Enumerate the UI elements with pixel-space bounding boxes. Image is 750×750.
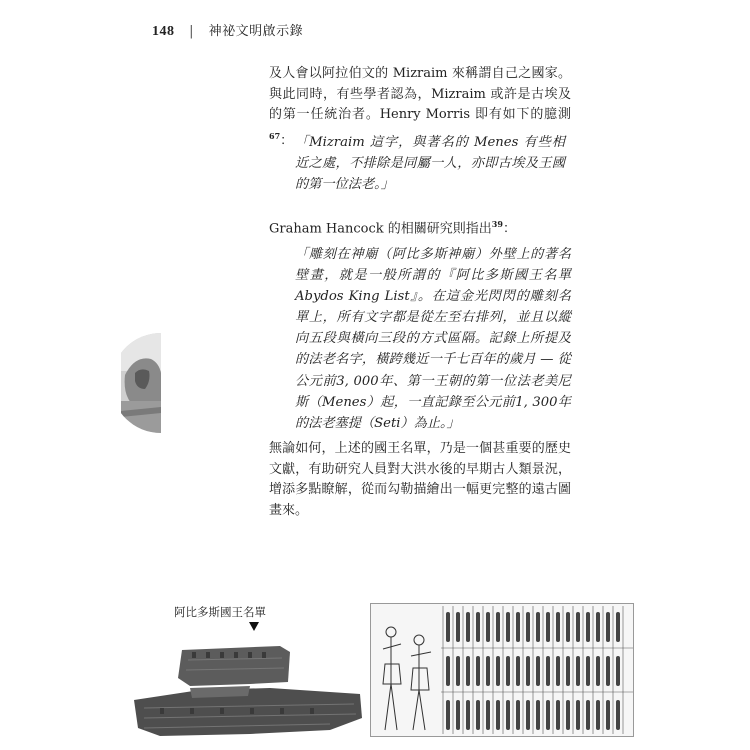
paragraph-3: 無論如何，上述的國王名單，乃是一個甚重要的歷史文獻，有助研究人員對大洪水後的早期古人類景況，增添多點瞭解，從而勾勒描繪出一幅更完整的遠古圖畫來。 bbox=[269, 441, 571, 518]
running-header bbox=[152, 20, 303, 40]
paragraph-2-colon: ： bbox=[502, 221, 516, 237]
king-list-stone-photo bbox=[130, 638, 365, 738]
footnote-ref-39[interactable]: 39 bbox=[491, 219, 503, 229]
paragraph-2 bbox=[269, 214, 571, 240]
quote-morris: 「Mizraim 這字，與著名的 Menes 有些相近之處，不排除是同屬一人，亦即古埃及王國的第一位法老。」 bbox=[295, 135, 565, 192]
sphinx-photo bbox=[121, 333, 161, 433]
header-separator: | bbox=[189, 24, 195, 39]
figure-caption: 阿比多斯國王名單 bbox=[174, 605, 266, 619]
book-title: 神祕文明啟示錄 bbox=[208, 24, 304, 39]
paragraph-2-text: Graham Hancock 的相關研究則指出 bbox=[269, 221, 492, 237]
quote-hancock: 「雕刻在神廟（阿比多斯神廟）外壁上的著名壁畫，就是一般所謂的『阿比多斯國王名單 Abydos King List』。在這金光閃閃的雕刻名單上，所有文字都是從左至右排列，並且以縱向五段與橫向三段的方式區隔。記錄上所提及的法老名字，橫跨幾近一千七百年的歲月 — 從公元前3, 000年、第一王朝的第一位法老美尼斯（Menes）起，一直記錄至公元前1, 300年的法老塞提（Seti）為止。」 bbox=[295, 247, 571, 431]
abydos-relief-drawing bbox=[370, 603, 634, 737]
footnote-ref-67[interactable]: 67 bbox=[269, 130, 281, 141]
down-triangle-icon bbox=[249, 622, 259, 631]
page-number: 148 bbox=[152, 24, 175, 39]
paragraph-1-text: 及人會以阿拉伯文的 Mizraim 來稱謂自己之國家。與此同時，有些學者認為，Mizraim 或許是古埃及的第一任統治者。Henry Morris 即有如下的臆測 bbox=[269, 66, 571, 122]
paragraph-1-colon: ： bbox=[280, 132, 294, 148]
